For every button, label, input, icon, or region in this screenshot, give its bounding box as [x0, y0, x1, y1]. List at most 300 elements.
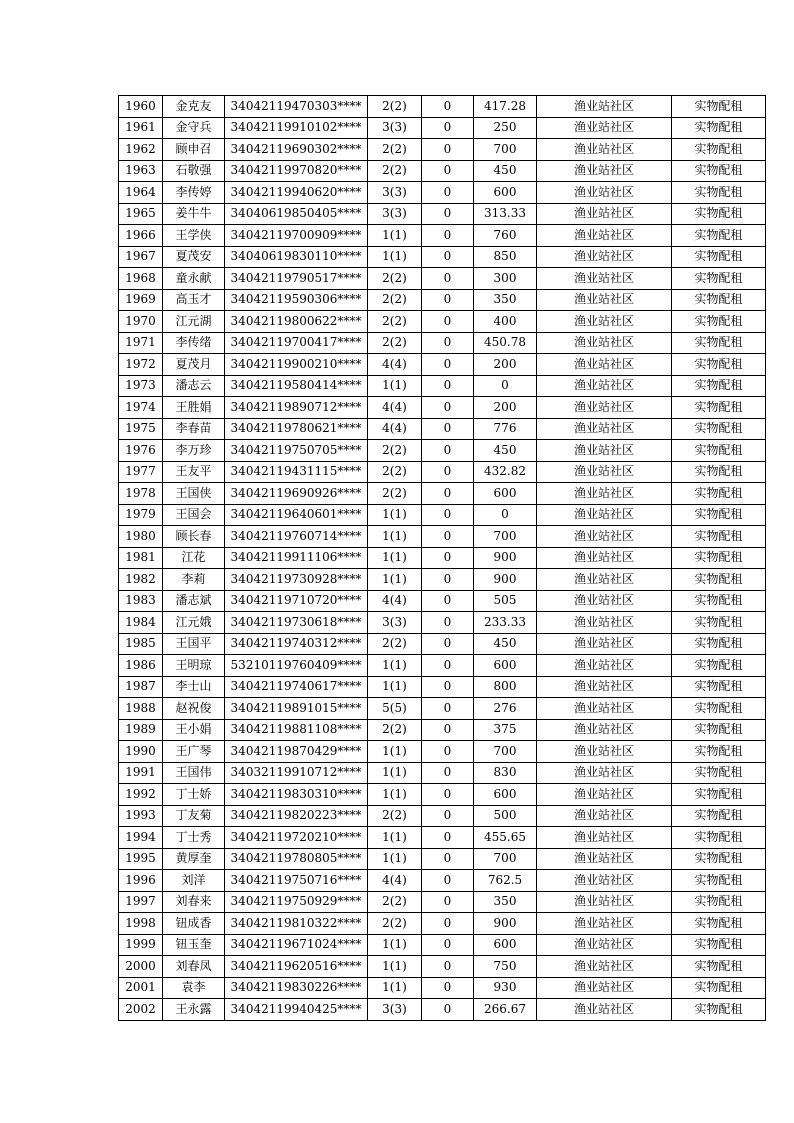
table-row: [119, 440, 766, 462]
amount-cell: 200: [474, 354, 537, 376]
allocation-type-cell: 实物配租: [672, 633, 766, 655]
community-cell: 渔业站社区: [537, 762, 672, 784]
allocation-type-cell: 实物配租: [672, 719, 766, 741]
zero-value-cell: 0: [422, 246, 474, 268]
allocation-type-cell: 实物配租: [672, 160, 766, 182]
table-row: [119, 354, 766, 376]
amount-cell: 762.5: [474, 870, 537, 892]
row-number-cell: 1973: [119, 375, 163, 397]
allocation-type-cell: 实物配租: [672, 483, 766, 505]
household-size-cell: 1(1): [368, 848, 422, 870]
id-number-cell: 34042119970820****: [225, 160, 368, 182]
id-number-cell: 34042119710720****: [225, 590, 368, 612]
table-row: [119, 504, 766, 526]
household-size-cell: 1(1): [368, 977, 422, 999]
amount-cell: 776: [474, 418, 537, 440]
community-cell: 渔业站社区: [537, 311, 672, 333]
table-row: [119, 676, 766, 698]
table-row: [119, 203, 766, 225]
zero-value-cell: 0: [422, 999, 474, 1021]
amount-cell: 313.33: [474, 203, 537, 225]
allocation-type-cell: 实物配租: [672, 913, 766, 935]
zero-value-cell: 0: [422, 676, 474, 698]
row-number-cell: 1967: [119, 246, 163, 268]
table-row: [119, 268, 766, 290]
applicant-name-cell: 夏茂安: [163, 246, 225, 268]
amount-cell: 505: [474, 590, 537, 612]
zero-value-cell: 0: [422, 633, 474, 655]
id-number-cell: 34042119700417****: [225, 332, 368, 354]
table-row: [119, 590, 766, 612]
zero-value-cell: 0: [422, 483, 474, 505]
id-number-cell: 34042119720210****: [225, 827, 368, 849]
row-number-cell: 1964: [119, 182, 163, 204]
amount-cell: 0: [474, 375, 537, 397]
applicant-name-cell: 王国平: [163, 633, 225, 655]
row-number-cell: 1996: [119, 870, 163, 892]
zero-value-cell: 0: [422, 870, 474, 892]
community-cell: 渔业站社区: [537, 139, 672, 161]
amount-cell: 417.28: [474, 96, 537, 118]
amount-cell: 600: [474, 182, 537, 204]
amount-cell: 233.33: [474, 612, 537, 634]
table-row: [119, 96, 766, 118]
zero-value-cell: 0: [422, 203, 474, 225]
household-size-cell: 2(2): [368, 311, 422, 333]
household-size-cell: 1(1): [368, 569, 422, 591]
applicant-name-cell: 李传婷: [163, 182, 225, 204]
community-cell: 渔业站社区: [537, 913, 672, 935]
allocation-type-cell: 实物配租: [672, 246, 766, 268]
row-number-cell: 1997: [119, 891, 163, 913]
id-number-cell: 34042119881108****: [225, 719, 368, 741]
community-cell: 渔业站社区: [537, 590, 672, 612]
amount-cell: 600: [474, 784, 537, 806]
zero-value-cell: 0: [422, 311, 474, 333]
allocation-type-cell: 实物配租: [672, 741, 766, 763]
applicant-name-cell: 刘春来: [163, 891, 225, 913]
applicant-name-cell: 黄厚奎: [163, 848, 225, 870]
table-row: [119, 612, 766, 634]
allocation-type-cell: 实物配租: [672, 96, 766, 118]
allocation-type-cell: 实物配租: [672, 612, 766, 634]
table-row: [119, 483, 766, 505]
community-cell: 渔业站社区: [537, 784, 672, 806]
household-size-cell: 1(1): [368, 246, 422, 268]
table-row: [119, 225, 766, 247]
community-cell: 渔业站社区: [537, 289, 672, 311]
allocation-type-cell: 实物配租: [672, 289, 766, 311]
zero-value-cell: 0: [422, 225, 474, 247]
allocation-type-cell: 实物配租: [672, 934, 766, 956]
allocation-type-cell: 实物配租: [672, 977, 766, 999]
applicant-name-cell: 刘洋: [163, 870, 225, 892]
household-size-cell: 3(3): [368, 203, 422, 225]
amount-cell: 400: [474, 311, 537, 333]
community-cell: 渔业站社区: [537, 526, 672, 548]
applicant-name-cell: 姜牛牛: [163, 203, 225, 225]
amount-cell: 200: [474, 397, 537, 419]
id-number-cell: 34042119900210****: [225, 354, 368, 376]
row-number-cell: 1962: [119, 139, 163, 161]
id-number-cell: 34042119470303****: [225, 96, 368, 118]
community-cell: 渔业站社区: [537, 698, 672, 720]
community-cell: 渔业站社区: [537, 633, 672, 655]
zero-value-cell: 0: [422, 289, 474, 311]
amount-cell: 750: [474, 956, 537, 978]
table-row: [119, 246, 766, 268]
zero-value-cell: 0: [422, 698, 474, 720]
row-number-cell: 1976: [119, 440, 163, 462]
row-number-cell: 1980: [119, 526, 163, 548]
community-cell: 渔业站社区: [537, 203, 672, 225]
id-number-cell: 34042119750929****: [225, 891, 368, 913]
allocation-type-cell: 实物配租: [672, 827, 766, 849]
id-number-cell: 34042119590306****: [225, 289, 368, 311]
id-number-cell: 34042119830226****: [225, 977, 368, 999]
id-number-cell: 34042119820223****: [225, 805, 368, 827]
community-cell: 渔业站社区: [537, 182, 672, 204]
community-cell: 渔业站社区: [537, 418, 672, 440]
amount-cell: 700: [474, 139, 537, 161]
row-number-cell: 1971: [119, 332, 163, 354]
table-row: [119, 311, 766, 333]
community-cell: 渔业站社区: [537, 461, 672, 483]
id-number-cell: 34042119910102****: [225, 117, 368, 139]
allocation-type-cell: 实物配租: [672, 332, 766, 354]
applicant-name-cell: 金克友: [163, 96, 225, 118]
applicant-name-cell: 王国侠: [163, 483, 225, 505]
community-cell: 渔业站社区: [537, 934, 672, 956]
community-cell: 渔业站社区: [537, 977, 672, 999]
amount-cell: 276: [474, 698, 537, 720]
community-cell: 渔业站社区: [537, 956, 672, 978]
roster-table-container: [118, 95, 766, 1021]
applicant-name-cell: 江花: [163, 547, 225, 569]
community-cell: 渔业站社区: [537, 805, 672, 827]
id-number-cell: 34042119800622****: [225, 311, 368, 333]
zero-value-cell: 0: [422, 913, 474, 935]
table-row: [119, 999, 766, 1021]
community-cell: 渔业站社区: [537, 246, 672, 268]
amount-cell: 250: [474, 117, 537, 139]
amount-cell: 600: [474, 655, 537, 677]
table-row: [119, 934, 766, 956]
household-size-cell: 2(2): [368, 461, 422, 483]
applicant-name-cell: 丁士娇: [163, 784, 225, 806]
household-size-cell: 1(1): [368, 526, 422, 548]
amount-cell: 450.78: [474, 332, 537, 354]
id-number-cell: 34042119780621****: [225, 418, 368, 440]
zero-value-cell: 0: [422, 504, 474, 526]
household-size-cell: 2(2): [368, 440, 422, 462]
id-number-cell: 34042119780805****: [225, 848, 368, 870]
applicant-name-cell: 石敬强: [163, 160, 225, 182]
table-row: [119, 461, 766, 483]
zero-value-cell: 0: [422, 117, 474, 139]
community-cell: 渔业站社区: [537, 354, 672, 376]
zero-value-cell: 0: [422, 956, 474, 978]
id-number-cell: 34042119790517****: [225, 268, 368, 290]
applicant-name-cell: 袁李: [163, 977, 225, 999]
applicant-name-cell: 江元娥: [163, 612, 225, 634]
amount-cell: 0: [474, 504, 537, 526]
id-number-cell: 34042119431115****: [225, 461, 368, 483]
allocation-type-cell: 实物配租: [672, 268, 766, 290]
row-number-cell: 2002: [119, 999, 163, 1021]
household-size-cell: 2(2): [368, 96, 422, 118]
row-number-cell: 2000: [119, 956, 163, 978]
allocation-type-cell: 实物配租: [672, 547, 766, 569]
zero-value-cell: 0: [422, 805, 474, 827]
table-row: [119, 848, 766, 870]
allocation-type-cell: 实物配租: [672, 461, 766, 483]
household-size-cell: 4(4): [368, 870, 422, 892]
household-size-cell: 2(2): [368, 160, 422, 182]
row-number-cell: 1988: [119, 698, 163, 720]
allocation-type-cell: 实物配租: [672, 354, 766, 376]
id-number-cell: 34042119640601****: [225, 504, 368, 526]
table-row: [119, 526, 766, 548]
amount-cell: 830: [474, 762, 537, 784]
household-size-cell: 5(5): [368, 698, 422, 720]
household-size-cell: 1(1): [368, 827, 422, 849]
table-row: [119, 913, 766, 935]
community-cell: 渔业站社区: [537, 504, 672, 526]
row-number-cell: 1985: [119, 633, 163, 655]
roster-table-body: [119, 96, 766, 1021]
allocation-type-cell: 实物配租: [672, 418, 766, 440]
zero-value-cell: 0: [422, 719, 474, 741]
zero-value-cell: 0: [422, 848, 474, 870]
id-number-cell: 34042119911106****: [225, 547, 368, 569]
amount-cell: 266.67: [474, 999, 537, 1021]
zero-value-cell: 0: [422, 547, 474, 569]
row-number-cell: 1986: [119, 655, 163, 677]
table-row: [119, 655, 766, 677]
amount-cell: 760: [474, 225, 537, 247]
amount-cell: 900: [474, 569, 537, 591]
id-number-cell: 34042119730618****: [225, 612, 368, 634]
allocation-type-cell: 实物配租: [672, 311, 766, 333]
household-size-cell: 1(1): [368, 741, 422, 763]
applicant-name-cell: 顾申召: [163, 139, 225, 161]
zero-value-cell: 0: [422, 569, 474, 591]
community-cell: 渔业站社区: [537, 827, 672, 849]
amount-cell: 432.82: [474, 461, 537, 483]
table-row: [119, 332, 766, 354]
row-number-cell: 1984: [119, 612, 163, 634]
table-row: [119, 977, 766, 999]
zero-value-cell: 0: [422, 784, 474, 806]
table-row: [119, 547, 766, 569]
zero-value-cell: 0: [422, 96, 474, 118]
household-size-cell: 2(2): [368, 289, 422, 311]
household-size-cell: 2(2): [368, 805, 422, 827]
row-number-cell: 1990: [119, 741, 163, 763]
community-cell: 渔业站社区: [537, 225, 672, 247]
row-number-cell: 1966: [119, 225, 163, 247]
amount-cell: 450: [474, 160, 537, 182]
table-row: [119, 569, 766, 591]
amount-cell: 700: [474, 848, 537, 870]
row-number-cell: 1991: [119, 762, 163, 784]
allocation-type-cell: 实物配租: [672, 375, 766, 397]
id-number-cell: 34042119870429****: [225, 741, 368, 763]
applicant-name-cell: 高玉才: [163, 289, 225, 311]
amount-cell: 700: [474, 741, 537, 763]
applicant-name-cell: 潘志斌: [163, 590, 225, 612]
household-size-cell: 1(1): [368, 375, 422, 397]
household-size-cell: 1(1): [368, 934, 422, 956]
applicant-name-cell: 夏茂月: [163, 354, 225, 376]
household-size-cell: 2(2): [368, 891, 422, 913]
row-number-cell: 1965: [119, 203, 163, 225]
table-row: [119, 762, 766, 784]
id-number-cell: 34032119910712****: [225, 762, 368, 784]
allocation-type-cell: 实物配租: [672, 784, 766, 806]
allocation-type-cell: 实物配租: [672, 848, 766, 870]
allocation-type-cell: 实物配租: [672, 891, 766, 913]
row-number-cell: 1998: [119, 913, 163, 935]
household-size-cell: 2(2): [368, 483, 422, 505]
amount-cell: 450: [474, 440, 537, 462]
amount-cell: 500: [474, 805, 537, 827]
zero-value-cell: 0: [422, 375, 474, 397]
row-number-cell: 1979: [119, 504, 163, 526]
row-number-cell: 1968: [119, 268, 163, 290]
table-row: [119, 741, 766, 763]
applicant-name-cell: 王国伟: [163, 762, 225, 784]
applicant-name-cell: 王广琴: [163, 741, 225, 763]
id-number-cell: 34042119740617****: [225, 676, 368, 698]
row-number-cell: 1974: [119, 397, 163, 419]
amount-cell: 850: [474, 246, 537, 268]
zero-value-cell: 0: [422, 526, 474, 548]
zero-value-cell: 0: [422, 160, 474, 182]
table-row: [119, 182, 766, 204]
community-cell: 渔业站社区: [537, 117, 672, 139]
id-number-cell: 34042119890712****: [225, 397, 368, 419]
table-row: [119, 719, 766, 741]
allocation-type-cell: 实物配租: [672, 225, 766, 247]
allocation-type-cell: 实物配租: [672, 203, 766, 225]
zero-value-cell: 0: [422, 418, 474, 440]
zero-value-cell: 0: [422, 397, 474, 419]
community-cell: 渔业站社区: [537, 569, 672, 591]
zero-value-cell: 0: [422, 590, 474, 612]
row-number-cell: 2001: [119, 977, 163, 999]
zero-value-cell: 0: [422, 332, 474, 354]
table-row: [119, 375, 766, 397]
table-row: [119, 956, 766, 978]
id-number-cell: 34042119620516****: [225, 956, 368, 978]
amount-cell: 455.65: [474, 827, 537, 849]
applicant-name-cell: 丁士秀: [163, 827, 225, 849]
roster-table: [118, 95, 766, 1021]
id-number-cell: 34040619850405****: [225, 203, 368, 225]
row-number-cell: 1989: [119, 719, 163, 741]
allocation-type-cell: 实物配租: [672, 569, 766, 591]
applicant-name-cell: 赵祝俊: [163, 698, 225, 720]
allocation-type-cell: 实物配租: [672, 999, 766, 1021]
amount-cell: 300: [474, 268, 537, 290]
community-cell: 渔业站社区: [537, 375, 672, 397]
row-number-cell: 1994: [119, 827, 163, 849]
allocation-type-cell: 实物配租: [672, 139, 766, 161]
community-cell: 渔业站社区: [537, 332, 672, 354]
id-number-cell: 34042119690302****: [225, 139, 368, 161]
household-size-cell: 1(1): [368, 225, 422, 247]
id-number-cell: 34042119671024****: [225, 934, 368, 956]
applicant-name-cell: 王明琼: [163, 655, 225, 677]
zero-value-cell: 0: [422, 977, 474, 999]
applicant-name-cell: 李传绪: [163, 332, 225, 354]
allocation-type-cell: 实物配租: [672, 676, 766, 698]
amount-cell: 350: [474, 289, 537, 311]
allocation-type-cell: 实物配租: [672, 698, 766, 720]
allocation-type-cell: 实物配租: [672, 504, 766, 526]
table-row: [119, 805, 766, 827]
applicant-name-cell: 金守兵: [163, 117, 225, 139]
household-size-cell: 1(1): [368, 762, 422, 784]
row-number-cell: 1981: [119, 547, 163, 569]
household-size-cell: 3(3): [368, 999, 422, 1021]
table-row: [119, 160, 766, 182]
community-cell: 渔业站社区: [537, 848, 672, 870]
community-cell: 渔业站社区: [537, 655, 672, 677]
zero-value-cell: 0: [422, 741, 474, 763]
amount-cell: 375: [474, 719, 537, 741]
row-number-cell: 1993: [119, 805, 163, 827]
zero-value-cell: 0: [422, 182, 474, 204]
household-size-cell: 2(2): [368, 139, 422, 161]
applicant-name-cell: 顾长春: [163, 526, 225, 548]
id-number-cell: 34042119580414****: [225, 375, 368, 397]
allocation-type-cell: 实物配租: [672, 440, 766, 462]
row-number-cell: 1961: [119, 117, 163, 139]
household-size-cell: 4(4): [368, 397, 422, 419]
table-row: [119, 117, 766, 139]
community-cell: 渔业站社区: [537, 160, 672, 182]
id-number-cell: 34042119891015****: [225, 698, 368, 720]
applicant-name-cell: 刘春凤: [163, 956, 225, 978]
zero-value-cell: 0: [422, 891, 474, 913]
applicant-name-cell: 王友平: [163, 461, 225, 483]
zero-value-cell: 0: [422, 827, 474, 849]
amount-cell: 930: [474, 977, 537, 999]
applicant-name-cell: 李春苗: [163, 418, 225, 440]
zero-value-cell: 0: [422, 354, 474, 376]
id-number-cell: 34042119690926****: [225, 483, 368, 505]
id-number-cell: 34042119750716****: [225, 870, 368, 892]
amount-cell: 900: [474, 547, 537, 569]
row-number-cell: 1987: [119, 676, 163, 698]
allocation-type-cell: 实物配租: [672, 397, 766, 419]
community-cell: 渔业站社区: [537, 397, 672, 419]
household-size-cell: 4(4): [368, 418, 422, 440]
zero-value-cell: 0: [422, 934, 474, 956]
household-size-cell: 2(2): [368, 332, 422, 354]
household-size-cell: 4(4): [368, 354, 422, 376]
allocation-type-cell: 实物配租: [672, 870, 766, 892]
table-row: [119, 891, 766, 913]
row-number-cell: 1970: [119, 311, 163, 333]
allocation-type-cell: 实物配租: [672, 762, 766, 784]
zero-value-cell: 0: [422, 461, 474, 483]
community-cell: 渔业站社区: [537, 870, 672, 892]
row-number-cell: 1995: [119, 848, 163, 870]
